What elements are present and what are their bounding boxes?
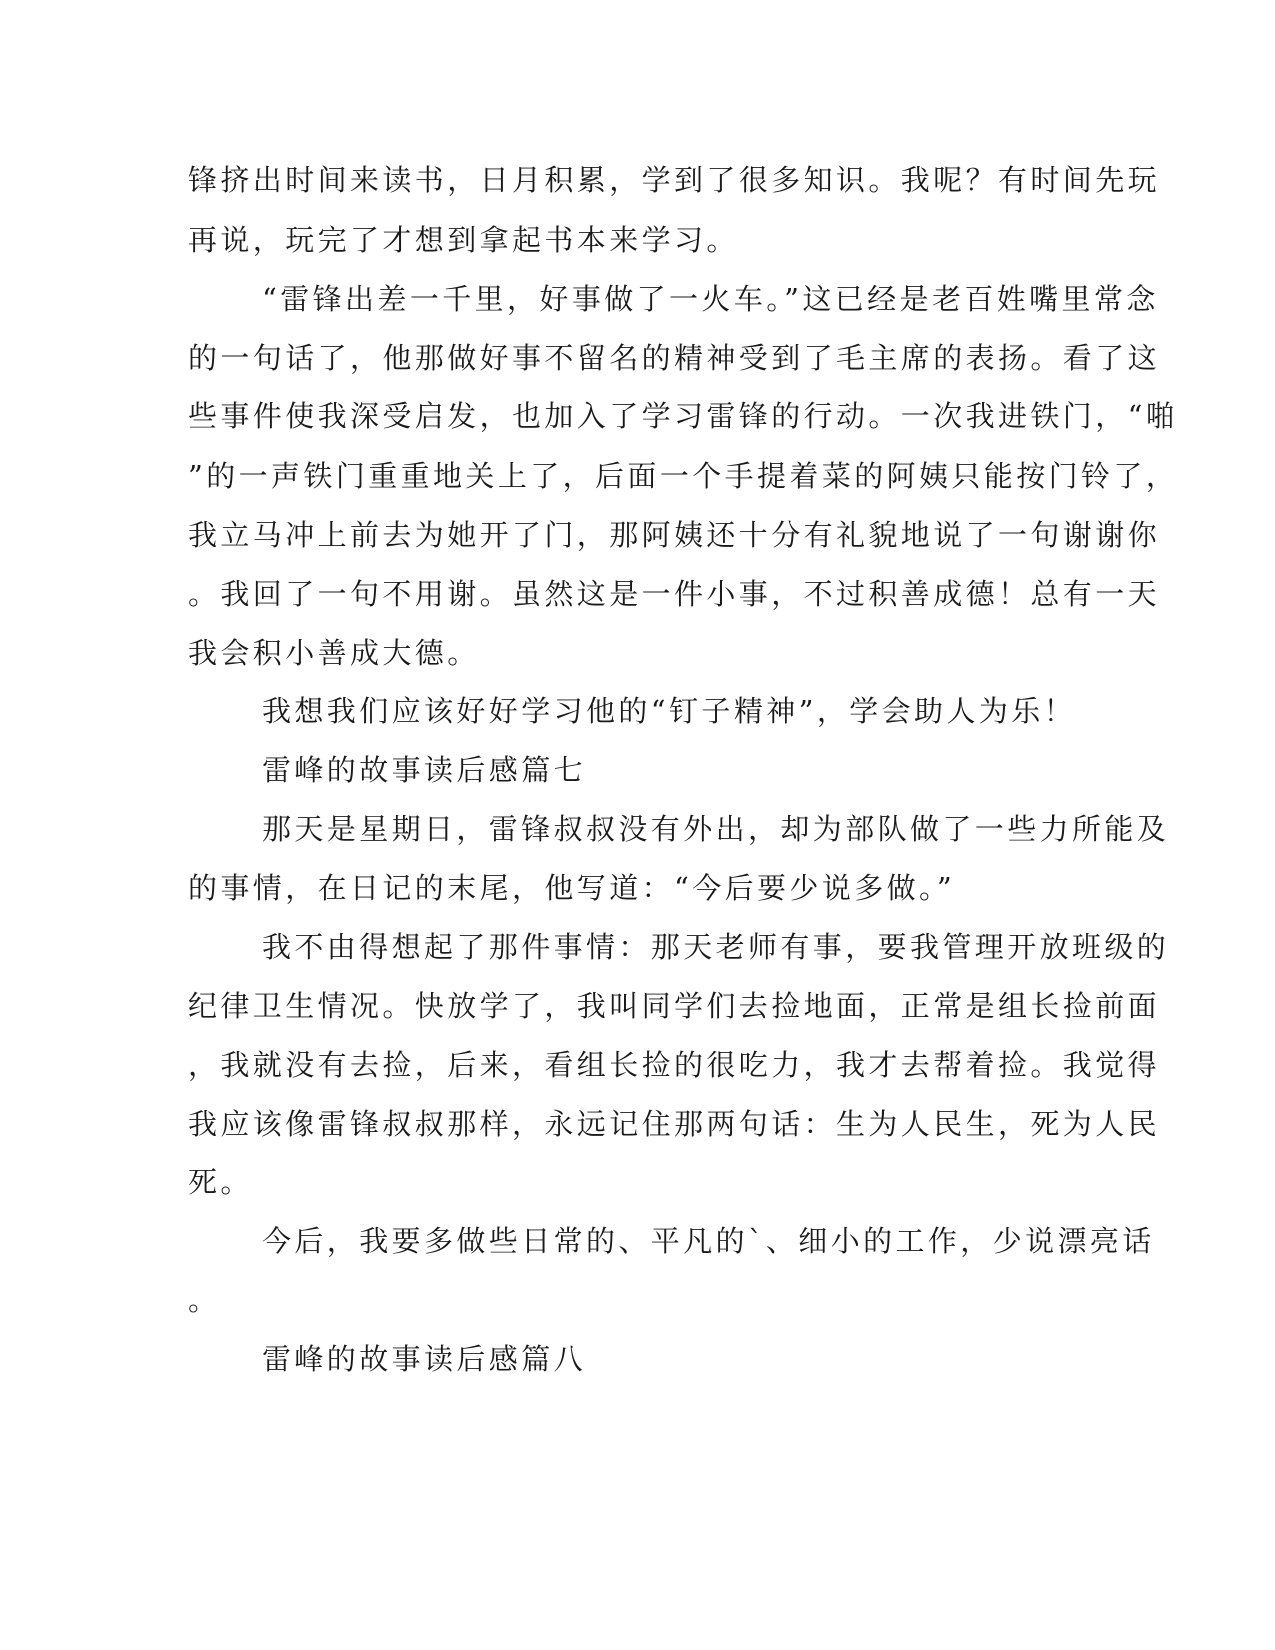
- text-line: 纪律卫生情况。快放学了，我叫同学们去捡地面，正常是组长捡前面: [188, 989, 1161, 1023]
- text-line: 再说，玩完了才想到拿起书本来学习。: [188, 223, 739, 257]
- text-line: 我会积小善成大德。: [188, 636, 480, 670]
- text-line: 锋挤出时间来读书，日月积累，学到了很多知识。我呢？有时间先玩: [188, 163, 1161, 197]
- text-line: 的事情，在日记的末尾，他写道：“今后要少说多做。”: [188, 871, 956, 905]
- text-line: ”的一声铁门重重地关上了，后面一个手提着菜的阿姨只能按门铃了，: [188, 459, 1179, 493]
- section-heading: 雷峰的故事读后感篇七: [262, 753, 587, 787]
- text-line: 那天是星期日，雷锋叔叔没有外出，却为部队做了一些力所能及: [262, 812, 1170, 846]
- text-line: 我想我们应该好好学习他的“钉子精神”，学会助人为乐！: [262, 694, 1077, 728]
- text-line: 今后，我要多做些日常的、平凡的`、细小的工作，少说漂亮话: [262, 1224, 1155, 1258]
- text-line: 我应该像雷锋叔叔那样，永远记住那两句话：生为人民生，死为人民: [188, 1107, 1161, 1141]
- text-line: 。: [188, 1283, 221, 1317]
- text-line: 。我回了一句不用谢。虽然这是一件小事，不过积善成德！总有一天: [188, 577, 1161, 611]
- text-line: 的一句话了，他那做好事不留名的精神受到了毛主席的表扬。看了这: [188, 341, 1161, 375]
- text-line: 我不由得想起了那件事情：那天老师有事，要我管理开放班级的: [262, 930, 1170, 964]
- text-line: ，我就没有去捡，后来，看组长捡的很吃力，我才去帮着捡。我觉得: [188, 1048, 1161, 1082]
- text-line: 些事件使我深受启发，也加入了学习雷锋的行动。一次我进铁门，“啪: [188, 399, 1179, 433]
- text-line: “雷锋出差一千里，好事做了一火车。”这已经是老百姓嘴里常念: [262, 282, 1159, 316]
- section-heading: 雷峰的故事读后感篇八: [262, 1342, 587, 1376]
- text-line: 死。: [188, 1165, 253, 1199]
- text-line: 我立马冲上前去为她开了门，那阿姨还十分有礼貌地说了一句谢谢你: [188, 518, 1161, 552]
